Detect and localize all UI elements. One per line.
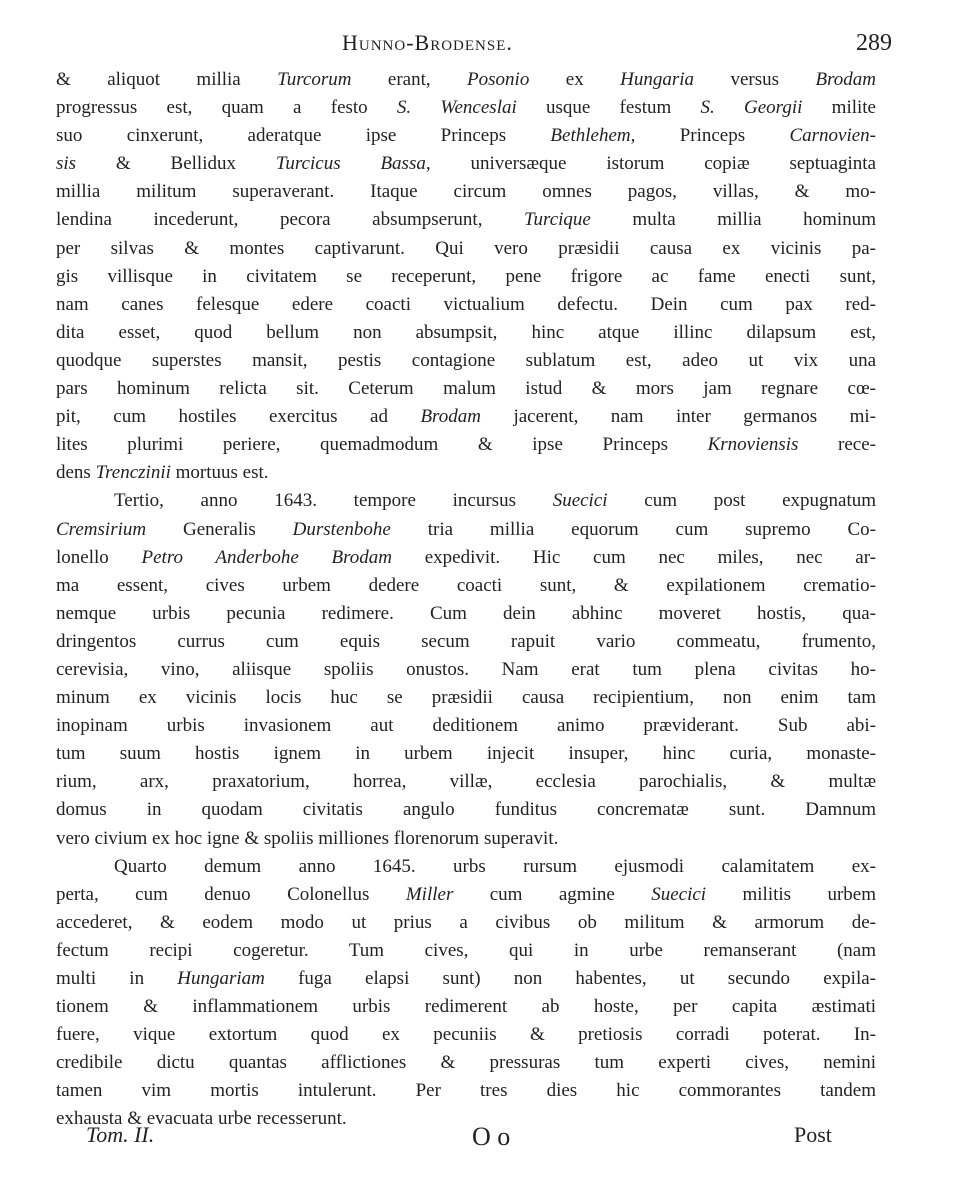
text-run: cum agmine [453,883,652,905]
text-run: tionem & inflammationem urbis redimerent ab hoste, per capita æstimati [56,996,876,1018]
text-run: Quarto demum anno 1645. urbs rursum ejusmodi calamitatem ex- [114,855,876,877]
text-run: inopinam urbis invasionem aut deditionem animo præviderant. Sub abi- [56,715,876,737]
text-line [56,206,876,234]
italic-text: Trenczinii [95,462,171,484]
text-line [56,965,876,993]
text-run: ma essent, cives urbem dedere coacti sunt, & expilationem crematio- [56,574,876,596]
text-run: & Bellidux [76,153,276,175]
text-run: quodque superstes mansit, pestis contagione sublatum est, adeo ut vix una [56,349,876,371]
text-line [56,487,876,515]
text-line [56,712,876,740]
text-line [56,516,876,544]
text-line [56,94,876,122]
text-line [56,403,876,431]
text-run: erant, [351,69,468,90]
text-run: militis urbem [706,883,877,905]
text-line [56,628,876,656]
text-run: lonello [56,546,142,568]
italic-text: Bethlehem [550,125,631,147]
text-run: pars hominum relicta sit. Ceterum malum istud & mors jam regnare cœ- [56,378,876,400]
text-run: expedivit. Hic cum nec miles, nec ar- [392,546,877,568]
text-run: pit, cum hostiles exercitus ad [56,406,421,428]
text-run: perta, cum denuo Colonellus [56,883,406,905]
text-run: credibile dictu quantas afflictiones & pressuras tum experti cives, nemini [56,1052,876,1074]
text-run: exhausta & evacuata urbe recesserunt. [56,1108,347,1130]
text-line [56,909,876,937]
text-line [56,684,876,712]
text-line [56,150,876,178]
text-line [56,572,876,600]
text-line [56,1021,876,1049]
text-run: dita esset, quod bellum non absumpsit, hinc atque illinc dilapsum est, [56,321,876,343]
text-line [56,347,876,375]
text-run: multi in [56,968,178,989]
text-line [56,1049,876,1077]
text-line [56,235,876,263]
text-line [56,600,876,628]
italic-text: Carnovien- [789,125,876,147]
italic-text: Krnoviensis [707,434,799,456]
text-run: ex [529,69,621,90]
text-line [56,375,876,403]
italic-text: Suecici [651,883,707,905]
text-run: accederet, & eodem modo ut prius a civibus ob militum & armorum de- [56,911,876,933]
text-run: versus [694,69,816,90]
text-line [56,544,876,572]
text-run: per silvas & montes captivarunt. Qui vero præsidii causa ex vicinis pa- [56,237,876,259]
italic-text: Cremsirium [56,518,147,540]
text-line [56,66,876,94]
text-line [56,796,876,824]
page-header [0,30,960,60]
text-run: cum post expugnatum [607,490,876,512]
volume-mark: Tom. II. [86,1122,155,1147]
italic-text: Hungariam [177,968,265,989]
text-line [56,431,876,459]
text-run: minum ex vicinis locis huc se præsidii causa recipientium, non enim tam [56,687,876,709]
text-line [56,178,876,206]
text-line [56,768,876,796]
text-line [56,291,876,319]
text-run: tum suum hostis ignem in urbem injecit insuper, hinc curia, monaste- [56,743,876,765]
text-run: progressus est, quam a festo [56,97,397,119]
text-run: fectum recipi cogeretur. Tum cives, qui in urbe remanserant (nam [56,939,876,961]
running-head: Hunno-Brodense. [342,30,513,55]
text-run: fuga elapsi sunt) non habentes, ut secundo expila- [264,968,876,989]
text-run: milite [802,97,876,119]
catchword: Post [794,1122,832,1147]
italic-text: Miller [405,883,454,905]
italic-text: Petro Anderbohe Brodam [141,546,392,568]
italic-text: sis [56,153,77,175]
italic-text: Turcorum [277,69,352,90]
signature-mark: O o [472,1122,511,1151]
text-run: vero civium ex hoc igne & spoliis milliones florenorum superavit. [56,827,559,849]
text-run: Generalis [146,518,293,540]
text-run: lites plurimi periere, quemadmodum & ipse Princeps [56,434,708,456]
italic-text: Durstenbohe [292,518,391,540]
text-run: Tertio, anno 1643. tempore incursus [114,490,553,512]
italic-text: Suecici [552,490,608,512]
italic-text: Brodam [420,406,481,428]
text-line [56,993,876,1021]
italic-text: Posonio [467,69,530,90]
text-line [56,881,876,909]
text-run: nam canes felesque edere coacti victualium defectu. Dein cum pax red- [56,293,876,315]
italic-text: Brodam [815,69,876,90]
body-text [56,66,876,1134]
text-line [56,825,876,853]
text-run: rium, arx, praxatorium, horrea, villæ, ecclesia parochialis, & multæ [56,771,876,793]
text-run: dringentos currus cum equis secum rapuit vario commeatu, frumento, [56,630,876,652]
text-run: , universæque istorum copiæ septuaginta [425,153,876,175]
text-run: tria millia equorum cum supremo Co- [390,518,876,540]
text-line [56,122,876,150]
text-run: lendina incederunt, pecora absumpserunt, [56,209,525,231]
italic-text: Hungaria [620,69,695,90]
text-run: nemque urbis pecunia redimere. Cum dein abhinc moveret hostis, qua- [56,602,876,624]
text-run: , Princeps [630,125,790,147]
text-run: jacerent, nam inter germanos mi- [480,406,876,428]
italic-text: Turcique [524,209,591,231]
text-line [56,937,876,965]
page-footer [0,1122,960,1162]
text-run: domus in quodam civitatis angulo funditus concrematæ sunt. Damnum [56,799,876,821]
text-run: & aliquot millia [56,69,278,90]
text-run: fuere, vique extortum quod ex pecuniis & pretiosis corradi poterat. In- [56,1024,876,1046]
text-line [56,656,876,684]
text-run: tamen vim mortis intulerunt. Per tres dies hic commorantes tandem [56,1080,876,1102]
text-line [56,319,876,347]
text-run: suo cinxerunt, aderatque ipse Princeps [56,125,551,147]
text-line [56,459,876,487]
page-number: 289 [856,30,892,56]
text-run: multa millia hominum [590,209,876,231]
text-line [56,1077,876,1105]
text-run: gis villisque in civitatem se receperunt, pene frigore ac fame enecti sunt, [56,265,876,287]
italic-text: S. Georgii [700,97,803,119]
text-run: rece- [798,434,876,456]
text-run: mortuus est. [170,462,269,484]
text-run: cerevisia, vino, aliisque spoliis onustos. Nam erat tum plena civitas ho- [56,658,876,680]
text-line [56,853,876,881]
text-line [56,740,876,768]
text-run: dens [56,462,96,484]
text-line [56,263,876,291]
text-run: usque festum [516,97,701,119]
italic-text: S. Wenceslai [396,97,517,119]
italic-text: Turcicus Bassa [275,153,426,175]
text-run: millia militum superaverant. Itaque circum omnes pagos, villas, & mo- [56,181,876,203]
